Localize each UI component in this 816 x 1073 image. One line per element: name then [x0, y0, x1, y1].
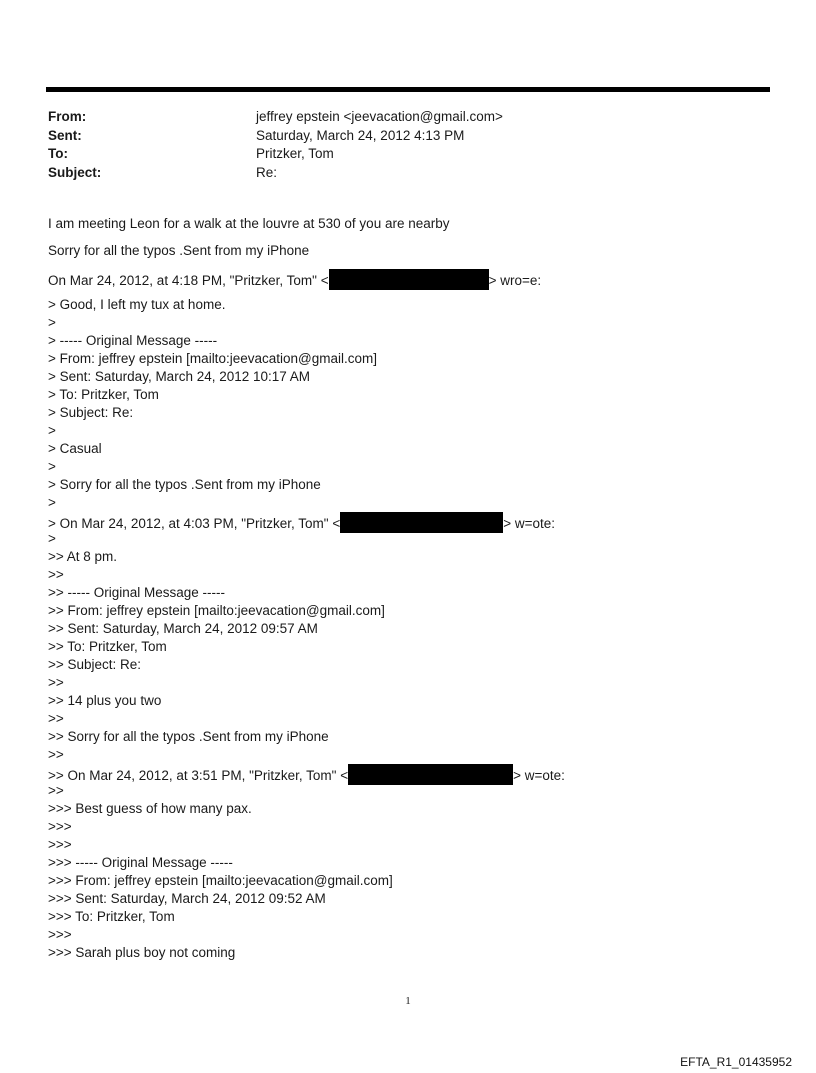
body-line: >	[48, 459, 56, 474]
body-line: >	[48, 423, 56, 438]
body-line: >>> Sent: Saturday, March 24, 2012 09:52 AM	[48, 891, 326, 906]
sent-value: Saturday, March 24, 2012 4:13 PM	[256, 127, 465, 143]
body-line: Sorry for all the typos .Sent from my iPhone	[48, 243, 310, 258]
body-line-text: On Mar 24, 2012, at 4:18 PM, "Pritzker, Tom" <	[48, 273, 329, 288]
from-value: jeffrey epstein <jeevacation@gmail.com>	[256, 109, 503, 124]
body-line: > Sorry for all the typos .Sent from my iPhone	[48, 477, 321, 492]
to-value: Pritzker, Tom	[256, 146, 334, 161]
body-line: >	[48, 531, 56, 546]
body-line: > Casual	[48, 441, 102, 456]
body-line: >> 14 plus you two	[48, 693, 162, 708]
redaction-box	[348, 764, 513, 785]
body-line: >>	[48, 675, 64, 690]
body-line: >> At 8 pm.	[48, 549, 118, 564]
body-line: >>> To: Pritzker, Tom	[48, 909, 175, 924]
body-line: >>> ----- Original Message -----	[48, 855, 233, 870]
body-line: > Subject: Re:	[48, 405, 134, 420]
body-line: >>> From: jeffrey epstein [mailto:jeevacation@gmail.com]	[48, 873, 393, 888]
body-line: >> From: jeffrey epstein [mailto:jeevacation@gmail.com]	[48, 603, 385, 618]
body-line: > Sent: Saturday, March 24, 2012 10:17 AM	[48, 369, 311, 384]
subject-value: Re:	[256, 164, 278, 180]
body-line: >>	[48, 711, 64, 726]
body-line: >>	[48, 567, 64, 582]
body-line: > Good, I left my tux at home.	[48, 297, 226, 312]
body-line: >> ----- Original Message -----	[48, 585, 226, 600]
header-rule	[46, 87, 770, 92]
body-line: >>>	[48, 819, 72, 834]
body-line: >>	[48, 747, 64, 762]
body-line	[48, 512, 565, 530]
from-label: From:	[48, 109, 87, 124]
body-line: I am meeting Leon for a walk at the louvre at 530 of you are nearby	[48, 216, 450, 231]
body-line: >>> Best guess of how many pax.	[48, 801, 252, 816]
body-line: >>>	[48, 927, 72, 942]
body-line: >>>	[48, 837, 72, 852]
body-line: >	[48, 315, 56, 330]
body-line-text: > w=ote:	[503, 516, 556, 531]
redaction-box	[340, 512, 503, 533]
body-line: >>	[48, 783, 64, 798]
email-body	[48, 215, 565, 962]
to-label: To:	[48, 146, 68, 161]
body-line-text: > w=ote:	[513, 768, 565, 783]
body-line: >> Sent: Saturday, March 24, 2012 09:57 AM	[48, 621, 318, 636]
body-line: > From: jeffrey epstein [mailto:jeevacation@gmail.com]	[48, 351, 377, 366]
bates-number: EFTA_R1_01435952	[680, 1055, 792, 1069]
body-line: >>> Sarah plus boy not coming	[48, 945, 236, 960]
body-line-text: > On Mar 24, 2012, at 4:03 PM, "Pritzker, Tom" <	[48, 516, 341, 531]
page-number: 1	[405, 995, 411, 1007]
body-line: >> To: Pritzker, Tom	[48, 639, 167, 654]
body-line-text: >> On Mar 24, 2012, at 3:51 PM, "Pritzker, Tom" <	[48, 768, 349, 783]
redaction-box	[329, 269, 489, 290]
body-line: >> Subject: Re:	[48, 657, 142, 672]
body-line	[48, 764, 565, 782]
body-line: >	[48, 495, 56, 510]
body-line: > ----- Original Message -----	[48, 333, 218, 348]
body-line: > To: Pritzker, Tom	[48, 387, 159, 402]
body-line: >> Sorry for all the typos .Sent from my iPhone	[48, 729, 329, 744]
subject-label: Subject:	[48, 164, 102, 180]
sent-label: Sent:	[48, 127, 82, 143]
body-line-text: > wro=e:	[488, 273, 542, 288]
body-line	[48, 269, 565, 287]
